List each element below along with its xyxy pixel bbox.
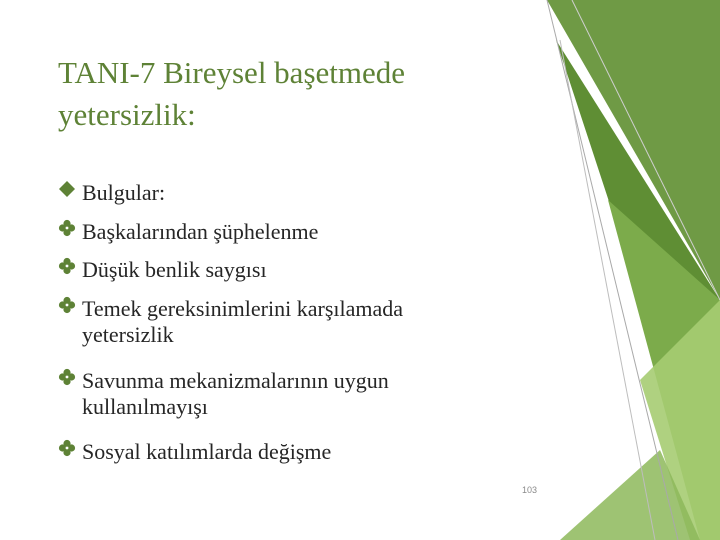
quatrefoil-diamond-bullet-icon bbox=[58, 219, 82, 237]
bullet-header-item bbox=[58, 180, 165, 206]
bullet-item bbox=[58, 219, 318, 245]
bullet-item-text bbox=[82, 296, 403, 348]
bullet-item bbox=[58, 368, 389, 420]
bullet-line-continuation: kullanılmayışı bbox=[82, 394, 208, 419]
bullet-item-text bbox=[82, 257, 267, 283]
bullet-line: Başkalarından şüphelenme bbox=[82, 219, 319, 244]
bullet-line: Sosyal katılımlarda değişme bbox=[82, 439, 332, 464]
filled-diamond-bullet-icon bbox=[58, 180, 82, 198]
bullet-item bbox=[58, 257, 267, 283]
quatrefoil-diamond-bullet-icon bbox=[58, 296, 82, 314]
bullet-header-label: Bulgular: bbox=[82, 180, 166, 205]
bullet-line-continuation: yetersizlik bbox=[82, 322, 174, 347]
bullet-item-text bbox=[82, 368, 389, 420]
bullet-item bbox=[58, 296, 403, 348]
bullet-line: Düşük benlik saygısı bbox=[82, 257, 267, 282]
quatrefoil-diamond-bullet-icon bbox=[58, 439, 82, 457]
quatrefoil-diamond-bullet-icon bbox=[58, 257, 82, 275]
bullet-line: Savunma mekanizmalarının uygun bbox=[82, 368, 389, 393]
slide-number: 103 bbox=[522, 485, 538, 495]
bullet-item bbox=[58, 439, 331, 465]
slide-title: TANI-7 Bireysel başetmede yetersizlik: bbox=[58, 55, 406, 132]
quatrefoil-diamond-bullet-icon bbox=[58, 368, 82, 386]
bullet-item-text bbox=[82, 219, 318, 245]
bullet-line: Temek gereksinimlerini karşılamada bbox=[82, 296, 404, 321]
bullet-item-text bbox=[82, 439, 331, 465]
